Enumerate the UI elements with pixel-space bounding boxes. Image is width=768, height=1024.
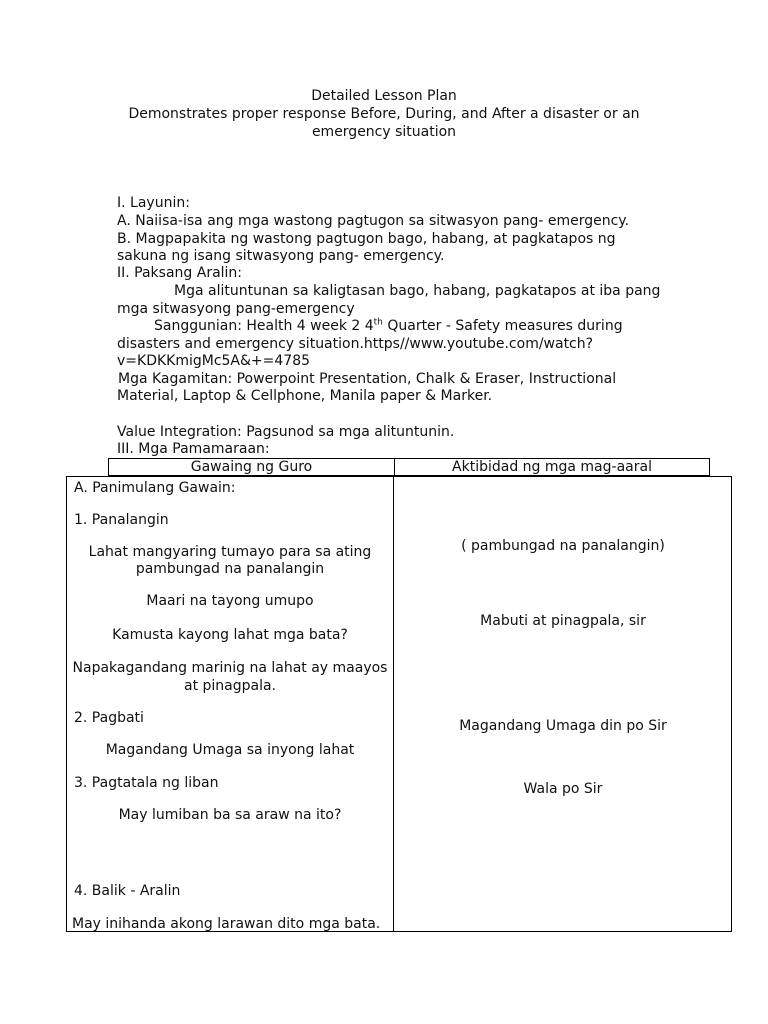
reference-line-1 (154, 318, 623, 335)
section-a-heading: A. Panimulang Gawain: (74, 480, 236, 496)
document-title: Detailed Lesson Plan (311, 88, 457, 104)
absent-question: May lumiban ba sa araw na ito? (118, 807, 342, 823)
reply-prayer: ( pambungad na panalangin) (461, 538, 665, 554)
topic-line-2: mga sitwasyong pang-emergency (117, 301, 355, 317)
reference-prefix: Sanggunian: Health 4 week 2 4 (154, 318, 374, 334)
reply-fine: Mabuti at pinagpala, sir (480, 613, 646, 629)
item-4-heading: 4. Balik - Aralin (74, 883, 181, 899)
review-line: May inihanda akong larawan dito mga bata. (72, 916, 381, 932)
objective-b-line-1: B. Magpapakita ng wastong pagtugon bago, habang, at pagkatapos ng (117, 231, 616, 247)
greeting-question: Kamusta kayong lahat mga bata? (112, 627, 348, 643)
glad-line-2: at pinagpala. (183, 678, 277, 694)
reference-superscript: th (373, 317, 383, 328)
materials-line-2: Material, Laptop & Cellphone, Manila paper & Marker. (117, 388, 493, 404)
table-header (108, 458, 710, 476)
glad-line-1: Napakagandang marinig na lahat ay maayos (72, 660, 388, 676)
column-header-teacher: Gawaing ng Guro (190, 459, 313, 475)
subject-heading: II. Paksang Aralin: (117, 265, 243, 281)
reference-suffix: Quarter - Safety measures during (382, 318, 623, 334)
value-integration: Value Integration: Pagsunod sa mga alituntunin. (117, 424, 455, 440)
column-header-students: Aktibidad ng mga mag-aaral (452, 459, 652, 475)
procedure-heading: III. Mga Pamamaraan: (117, 441, 270, 457)
item-2-heading: 2. Pagbati (74, 710, 144, 726)
prayer-line-2: pambungad na panalangin (135, 561, 325, 577)
reference-line-2: disasters and emergency situation.https//www.youtube.com/watch? (117, 336, 594, 352)
item-1-heading: 1. Panalangin (74, 512, 169, 528)
objective-a: A. Naiisa-isa ang mga wastong pagtugon sa sitwasyon pang- emergency. (117, 213, 630, 229)
reference-line-3: v=KDKKmigMc5A&+=4785 (117, 353, 311, 369)
item-3-heading: 3. Pagtatala ng liban (74, 775, 219, 791)
objectives-heading: I. Layunin: (117, 195, 190, 211)
document-subtitle-line-1: Demonstrates proper response Before, During, and After a disaster or an (128, 106, 640, 122)
greeting-line: Magandang Umaga sa inyong lahat (105, 742, 355, 758)
topic-line-1: Mga alituntunan sa kaligtasan bago, habang, pagkatapos at iba pang (174, 283, 661, 299)
reply-none-absent: Wala po Sir (523, 781, 603, 797)
sit-instruction: Maari na tayong umupo (146, 593, 314, 609)
document-subtitle-line-2: emergency situation (311, 124, 457, 140)
objective-b-line-2: sakuna ng isang sitwasyong pang- emergency. (117, 248, 445, 264)
prayer-line-1: Lahat mangyaring tumayo para sa ating (88, 544, 372, 560)
reply-greeting: Magandang Umaga din po Sir (459, 718, 667, 734)
materials-line-1: Mga Kagamitan: Powerpoint Presentation, Chalk & Eraser, Instructional (118, 371, 617, 387)
